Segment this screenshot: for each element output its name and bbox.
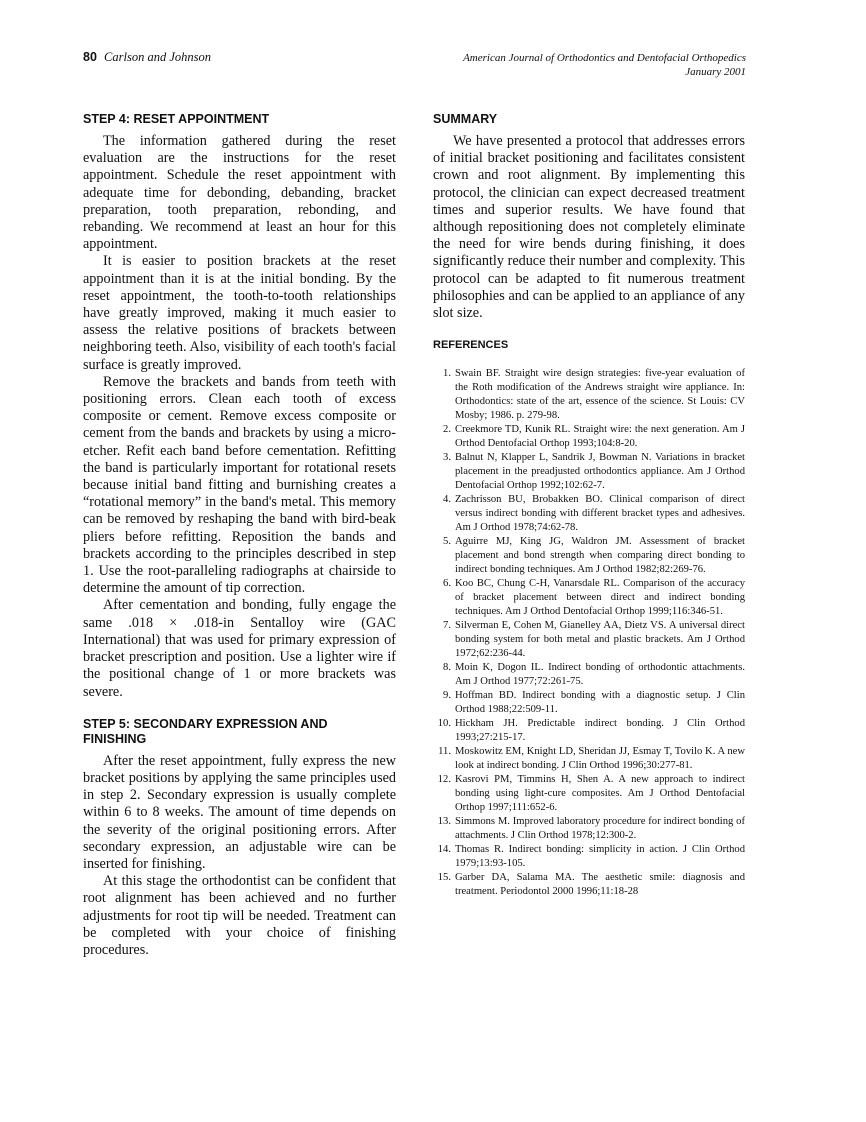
reference-number: 9. [443,690,451,702]
paragraph: The information gathered during the reset evaluation are the instructions for the reset appointment. Schedule the reset appointment with adequate time for debonding, debanding, bracket preparation, tooth preparation, rebonding, and rebanding. We recommend at least an hour for this appointment. [83,133,396,253]
reference-number: 10. [437,718,451,730]
reference-text: Aguirre MJ, King JG, Waldron JM. Assessment of bracket placement and bond strength when comparing direct bonding to indirect bonding techniques. Am J Orthod 1982;82:269-76. [455,536,745,576]
reference-number: 12. [437,774,451,786]
reference-list [433,367,745,899]
left-column [83,112,396,959]
reference-text: Simmons M. Improved laboratory procedure for indirect bonding of attachments. J Clin Orthod 1978;12:300-2. [455,816,745,842]
reference-item [433,577,745,619]
reference-number: 4. [443,494,451,506]
reference-number: 7. [443,620,451,632]
page-number: 80 [83,50,97,64]
reference-text: Garber DA, Salama MA. The aesthetic smile: diagnosis and treatment. Periodontol 2000 1996;11:18-28 [455,872,745,898]
reference-text: Silverman E, Cohen M, Gianelley AA, Dietz VS. A universal direct bonding system for both metal and plastic brackets. Am J Orthod 1972;62:236-44. [455,620,745,660]
reference-item [433,661,745,689]
reference-text: Zachrisson BU, Brobakken BO. Clinical comparison of direct versus indirect bonding with different bracket types and adhesives. Am J Orthod 1978;74:62-78. [455,494,745,534]
step4-heading: STEP 4: RESET APPOINTMENT [83,112,270,126]
reference-item [433,815,745,843]
reference-number: 6. [443,578,451,590]
reference-number: 15. [437,872,451,884]
reference-number: 14. [437,844,451,856]
reference-item [433,535,745,577]
reference-item [433,871,745,899]
reference-item [433,367,745,423]
reference-number: 13. [437,816,451,828]
step5-heading: STEP 5: SECONDARY EXPRESSION AND FINISHING [83,716,328,746]
reference-text: Hoffman BD. Indirect bonding with a diagnostic setup. J Clin Orthod 1988;22:509-11. [455,690,745,716]
authors: Carlson and Johnson [104,50,211,64]
reference-text: Kasrovi PM, Timmins H, Shen A. A new approach to indirect bonding using light-cure composites. Am J Orthod Dentofacial Orthop 1997;111:652-6. [455,774,745,814]
paragraph: After cementation and bonding, fully engage the same .018 × .018-in Sentalloy wire (GAC International) that was used for primary expression of bracket prescription and position. Use a lighter wire if the positional change of 1 or more brackets was severe. [83,597,396,700]
reference-item [433,717,745,745]
reference-text: Thomas R. Indirect bonding: simplicity in action. J Clin Orthod 1979;13:93-105. [455,844,745,870]
reference-text: Balnut N, Klapper L, Sandrik J, Bowman N. Variations in bracket placement in the preadjusted orthodontics appliance. Am J Orthod Dentofacial Orthop 1992;102:62-7. [455,452,745,492]
reference-text: Moskowitz EM, Knight LD, Sheridan JJ, Esmay T, Tovilo K. A new look at indirect bonding. J Clin Orthod 1996;30:277-81. [455,746,745,772]
paragraph: It is easier to position brackets at the reset appointment than it is at the initial bonding. By the reset appointment, the tooth-to-tooth relationships have greatly improved, making it much easier to assess the relative positions of brackets between neighboring teeth. Also, visibility of each tooth's facial surface is greatly improved. [83,253,396,373]
reference-number: 5. [443,536,451,548]
reference-number: 11. [438,746,451,758]
right-column [433,112,745,899]
reference-number: 8. [443,662,451,674]
paragraph: Remove the brackets and bands from teeth with positioning errors. Clean each tooth of excess composite or cement. Remove excess composite or cement from the bands and brackets by using a micro-etcher. Refit each band before cementation. Refitting the band is particularly important for rotational resets because initial band fitting and burnishing creates a “rotational memory” in the band's metal. This memory can be removed by reshaping the band with bird-beak pliers before refitting. Reposition the bands and brackets according to the principles described in step 1. Use the root-paralleling radiographs at chairside to determine the amount of tip correction. [83,373,396,597]
paragraph: After the reset appointment, fully express the new bracket positions by applying the same principles used in step 2. Secondary expression is usually complete within 6 to 8 weeks. The amount of time depends on the severity of the original positioning errors. After secondary expression, an adjustable wire can be inserted for finishing. [83,752,396,872]
running-header-left [83,50,211,65]
summary-paragraph: We have presented a protocol that addresses errors of initial bracket positioning and facilitates consistent crown and root alignment. By implementing this protocol, the clinician can expect decreased treatment times and superior results. We have found that although repositioning does not completely eliminate the need for wire bends during finishing, it does significantly reduce their number and complexity. This protocol can be adapted to fit numerous treatment philosophies and can be applied to an appliance of any slot size. [433,133,745,322]
references-heading: REFERENCES [433,339,509,352]
reference-item [433,843,745,871]
reference-item [433,619,745,661]
journal-title: American Journal of Orthodontics and Dentofacial Orthopedics [463,52,746,64]
summary-heading: SUMMARY [433,112,498,126]
reference-text: Koo BC, Chung C-H, Vanarsdale RL. Comparison of the accuracy of bracket placement between direct and indirect bonding techniques. Am J Orthod Dentofacial Orthop 1999;116:346-51. [455,578,745,618]
issue-date: January 2001 [685,66,746,78]
paragraph: At this stage the orthodontist can be confident that root alignment has been achieved and no further adjustments for root tip will be needed. Treatment can be completed with your choice of finishing procedures. [83,873,396,958]
reference-item [433,689,745,717]
reference-text: Swain BF. Straight wire design strategies: five-year evaluation of the Roth modification of the Andrews straight wire appliance. In: Orthodontics: state of the art, essence of the science. St Louis: CV Mosby; 1986. p. 279-98. [455,368,745,422]
reference-text: Hickham JH. Predictable indirect bonding. J Clin Orthod 1993;27:215-17. [455,718,745,744]
reference-item [433,493,745,535]
reference-item [433,423,745,451]
reference-number: 3. [443,452,451,464]
running-header-right [463,51,746,79]
reference-item [433,773,745,815]
reference-text: Moin K, Dogon IL. Indirect bonding of orthodontic attachments. Am J Orthod 1977;72:261-75. [455,662,745,688]
reference-number: 1. [443,368,451,380]
reference-item [433,745,745,773]
reference-item [433,451,745,493]
reference-number: 2. [443,424,451,436]
reference-text: Creekmore TD, Kunik RL. Straight wire: the next generation. Am J Orthod Dentofacial Orthop 1993;104:8-20. [455,424,745,450]
